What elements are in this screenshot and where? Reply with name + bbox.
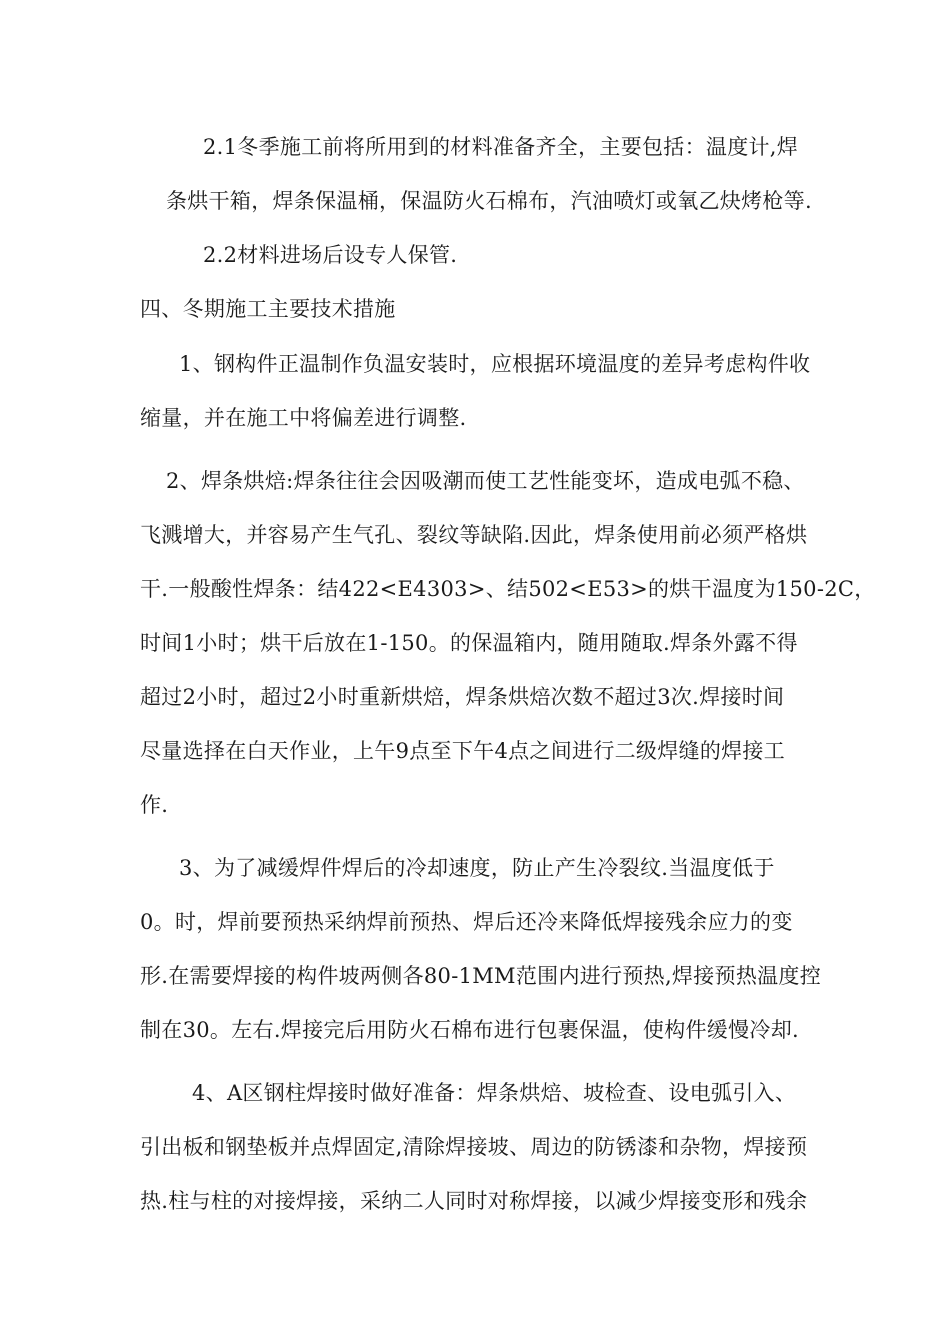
- text-line-2-1a: 2.1冬季施工前将所用到的材料准备齐全，主要包括：温度计,焊: [203, 135, 799, 159]
- text-line-item2a: 2、焊条烘焙:焊条往往会因吸潮而使工艺性能变坏，造成电弧不稳、: [166, 469, 805, 493]
- text-line-item2c: 干.一般酸性焊条：结422<E4303>、结502<E53>的烘干温度为150-2C，: [140, 577, 876, 601]
- text-line-item2e: 超过2小时，超过2小时重新烘焙，焊条烘焙次数不超过3次.焊接时间: [140, 685, 785, 709]
- text-line-item4a: 4、A区钢柱焊接时做好准备：焊条烘焙、坡检查、设电弧引入、: [192, 1081, 797, 1105]
- text-line-item4b: 引出板和钢垫板并点焊固定,清除焊接坡、周边的防锈漆和杂物，焊接预: [140, 1135, 808, 1159]
- section-heading: 四、冬期施工主要技术措施: [140, 297, 396, 321]
- text-line-item3b: 0。时，焊前要预热采纳焊前预热、焊后还冷来降低焊接残余应力的变: [140, 910, 793, 934]
- text-line-item3d: 制在30。左右.焊接完后用防火石棉布进行包裹保温，使构件缓慢冷却.: [140, 1018, 799, 1042]
- text-line-item3c: 形.在需要焊接的构件坡两侧各80-1MM范围内进行预热,焊接预热温度控: [140, 964, 822, 988]
- text-line-2-2: 2.2材料进场后设专人保管.: [203, 243, 458, 267]
- text-line-2-1b: 条烘干箱，焊条保温桶，保温防火石棉布，汽油喷灯或氧乙炔烤枪等.: [166, 189, 812, 213]
- text-line-item2d: 时间1小时；烘干后放在1-150。的保温箱内，随用随取.焊条外露不得: [140, 631, 798, 655]
- text-line-item1a: 1、钢构件正温制作负温安装时，应根据环境温度的差异考虑构件收: [179, 352, 811, 376]
- text-line-item3a: 3、为了减缓焊件焊后的冷却速度，防止产生冷裂纹.当温度低于: [179, 856, 775, 880]
- text-line-item4c: 热.柱与柱的对接焊接，采纳二人同时对称焊接，以减少焊接变形和残余: [140, 1189, 808, 1213]
- text-line-item2b: 飞溅增大，并容易产生气孔、裂纹等缺陷.因此，焊条使用前必须严格烘: [140, 523, 808, 547]
- text-line-item1b: 缩量，并在施工中将偏差进行调整.: [140, 406, 467, 430]
- text-line-item2f: 尽量选择在白天作业，上午9点至下午4点之间进行二级焊缝的焊接工: [140, 739, 786, 763]
- text-line-item2g: 作.: [140, 793, 169, 817]
